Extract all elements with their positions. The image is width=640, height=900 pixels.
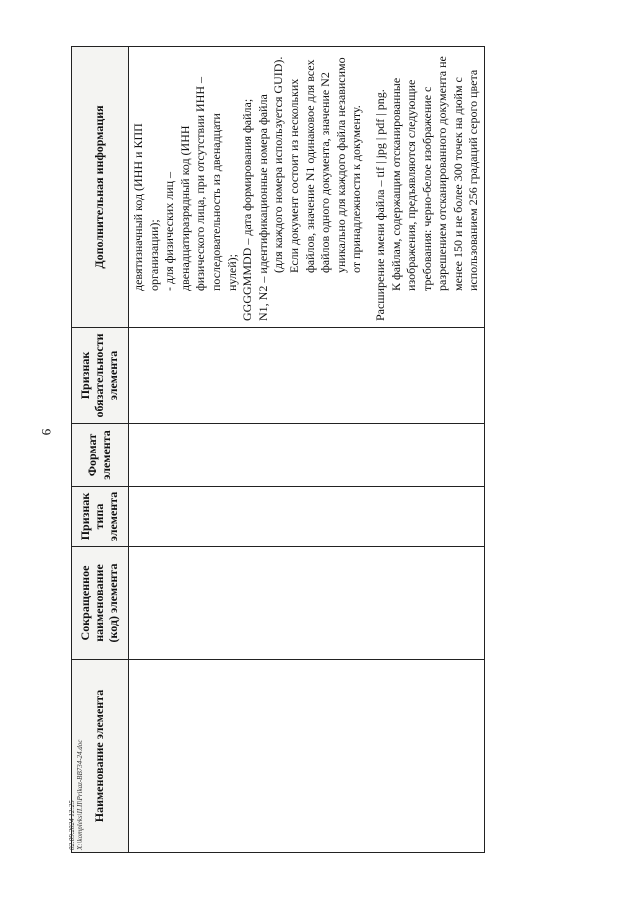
info-line: нулей); [224, 254, 239, 291]
cell-element-format [129, 424, 485, 487]
cell-element-code [129, 547, 485, 660]
cell-additional-info [129, 47, 485, 328]
info-line: Если документ состоит из нескольких [286, 78, 301, 273]
footer-timestamp: 02.09.2024 12:25 [68, 800, 76, 850]
info-line: уникально для каждого файла независимо [333, 57, 348, 273]
info-line: последовательность из двенадцати [208, 113, 223, 291]
info-line: N1, N2 – идентификационные номера файла [255, 94, 270, 321]
info-line: разрешением отсканированного документа не [435, 56, 450, 291]
info-line: организации); [146, 219, 161, 291]
cell-element-required [129, 328, 485, 424]
info-line: файлов, значение N1 одинаковое для всех [302, 59, 317, 273]
info-line: К файлам, содержащим отсканированные [388, 77, 403, 291]
table-header-row [72, 47, 129, 853]
info-line: девятизначный код (ИНН и КПП [131, 123, 145, 291]
info-line: использованием 256 градаций серого цвета [466, 69, 481, 291]
page-number: 9 [39, 428, 54, 436]
header-element-name: Наименование элемента [72, 660, 129, 853]
header-additional-info: Дополнительная информация [72, 47, 129, 328]
info-line: двенадцатиразрядный код (ИНН [177, 125, 192, 291]
info-line: изображения, предъявляются следующие [404, 79, 419, 291]
info-line: от принадлежности к документу. [349, 105, 364, 273]
header-element-code: Сокращенное наименование (код) элемента [72, 547, 129, 660]
info-line: Расширение имени файла – tif | jpg | pdf | png. [372, 89, 387, 321]
info-line: менее 150 и не более 300 точек на дюйм с [450, 77, 465, 291]
header-element-format: Формат элемента [72, 424, 129, 487]
cell-element-type [129, 487, 485, 547]
specification-table-frame [71, 47, 481, 853]
info-line: - для физических лиц – [162, 171, 177, 291]
info-line: требования: черно-белое изображение с [419, 86, 434, 291]
info-line: файлов одного документа, значение N2 [318, 72, 333, 273]
specification-table [71, 46, 485, 853]
header-element-type: Признак типа элемента [72, 487, 129, 547]
info-line: (для каждого номера используется GUID). [271, 56, 286, 273]
table-row [129, 47, 485, 853]
cell-element-name [129, 660, 485, 853]
info-line: GGGGMMDD – дата формирования файла; [240, 98, 255, 321]
rotated-table-container [71, 47, 481, 853]
footer-file-path: X:\kompleks\II.II\Prikaz-BB734-24.doc [76, 739, 84, 850]
info-line: физического лица, при отсутствии ИНН – [193, 76, 208, 291]
header-element-required: Признак обязательности элемента [72, 328, 129, 424]
document-footer [10, 739, 130, 852]
